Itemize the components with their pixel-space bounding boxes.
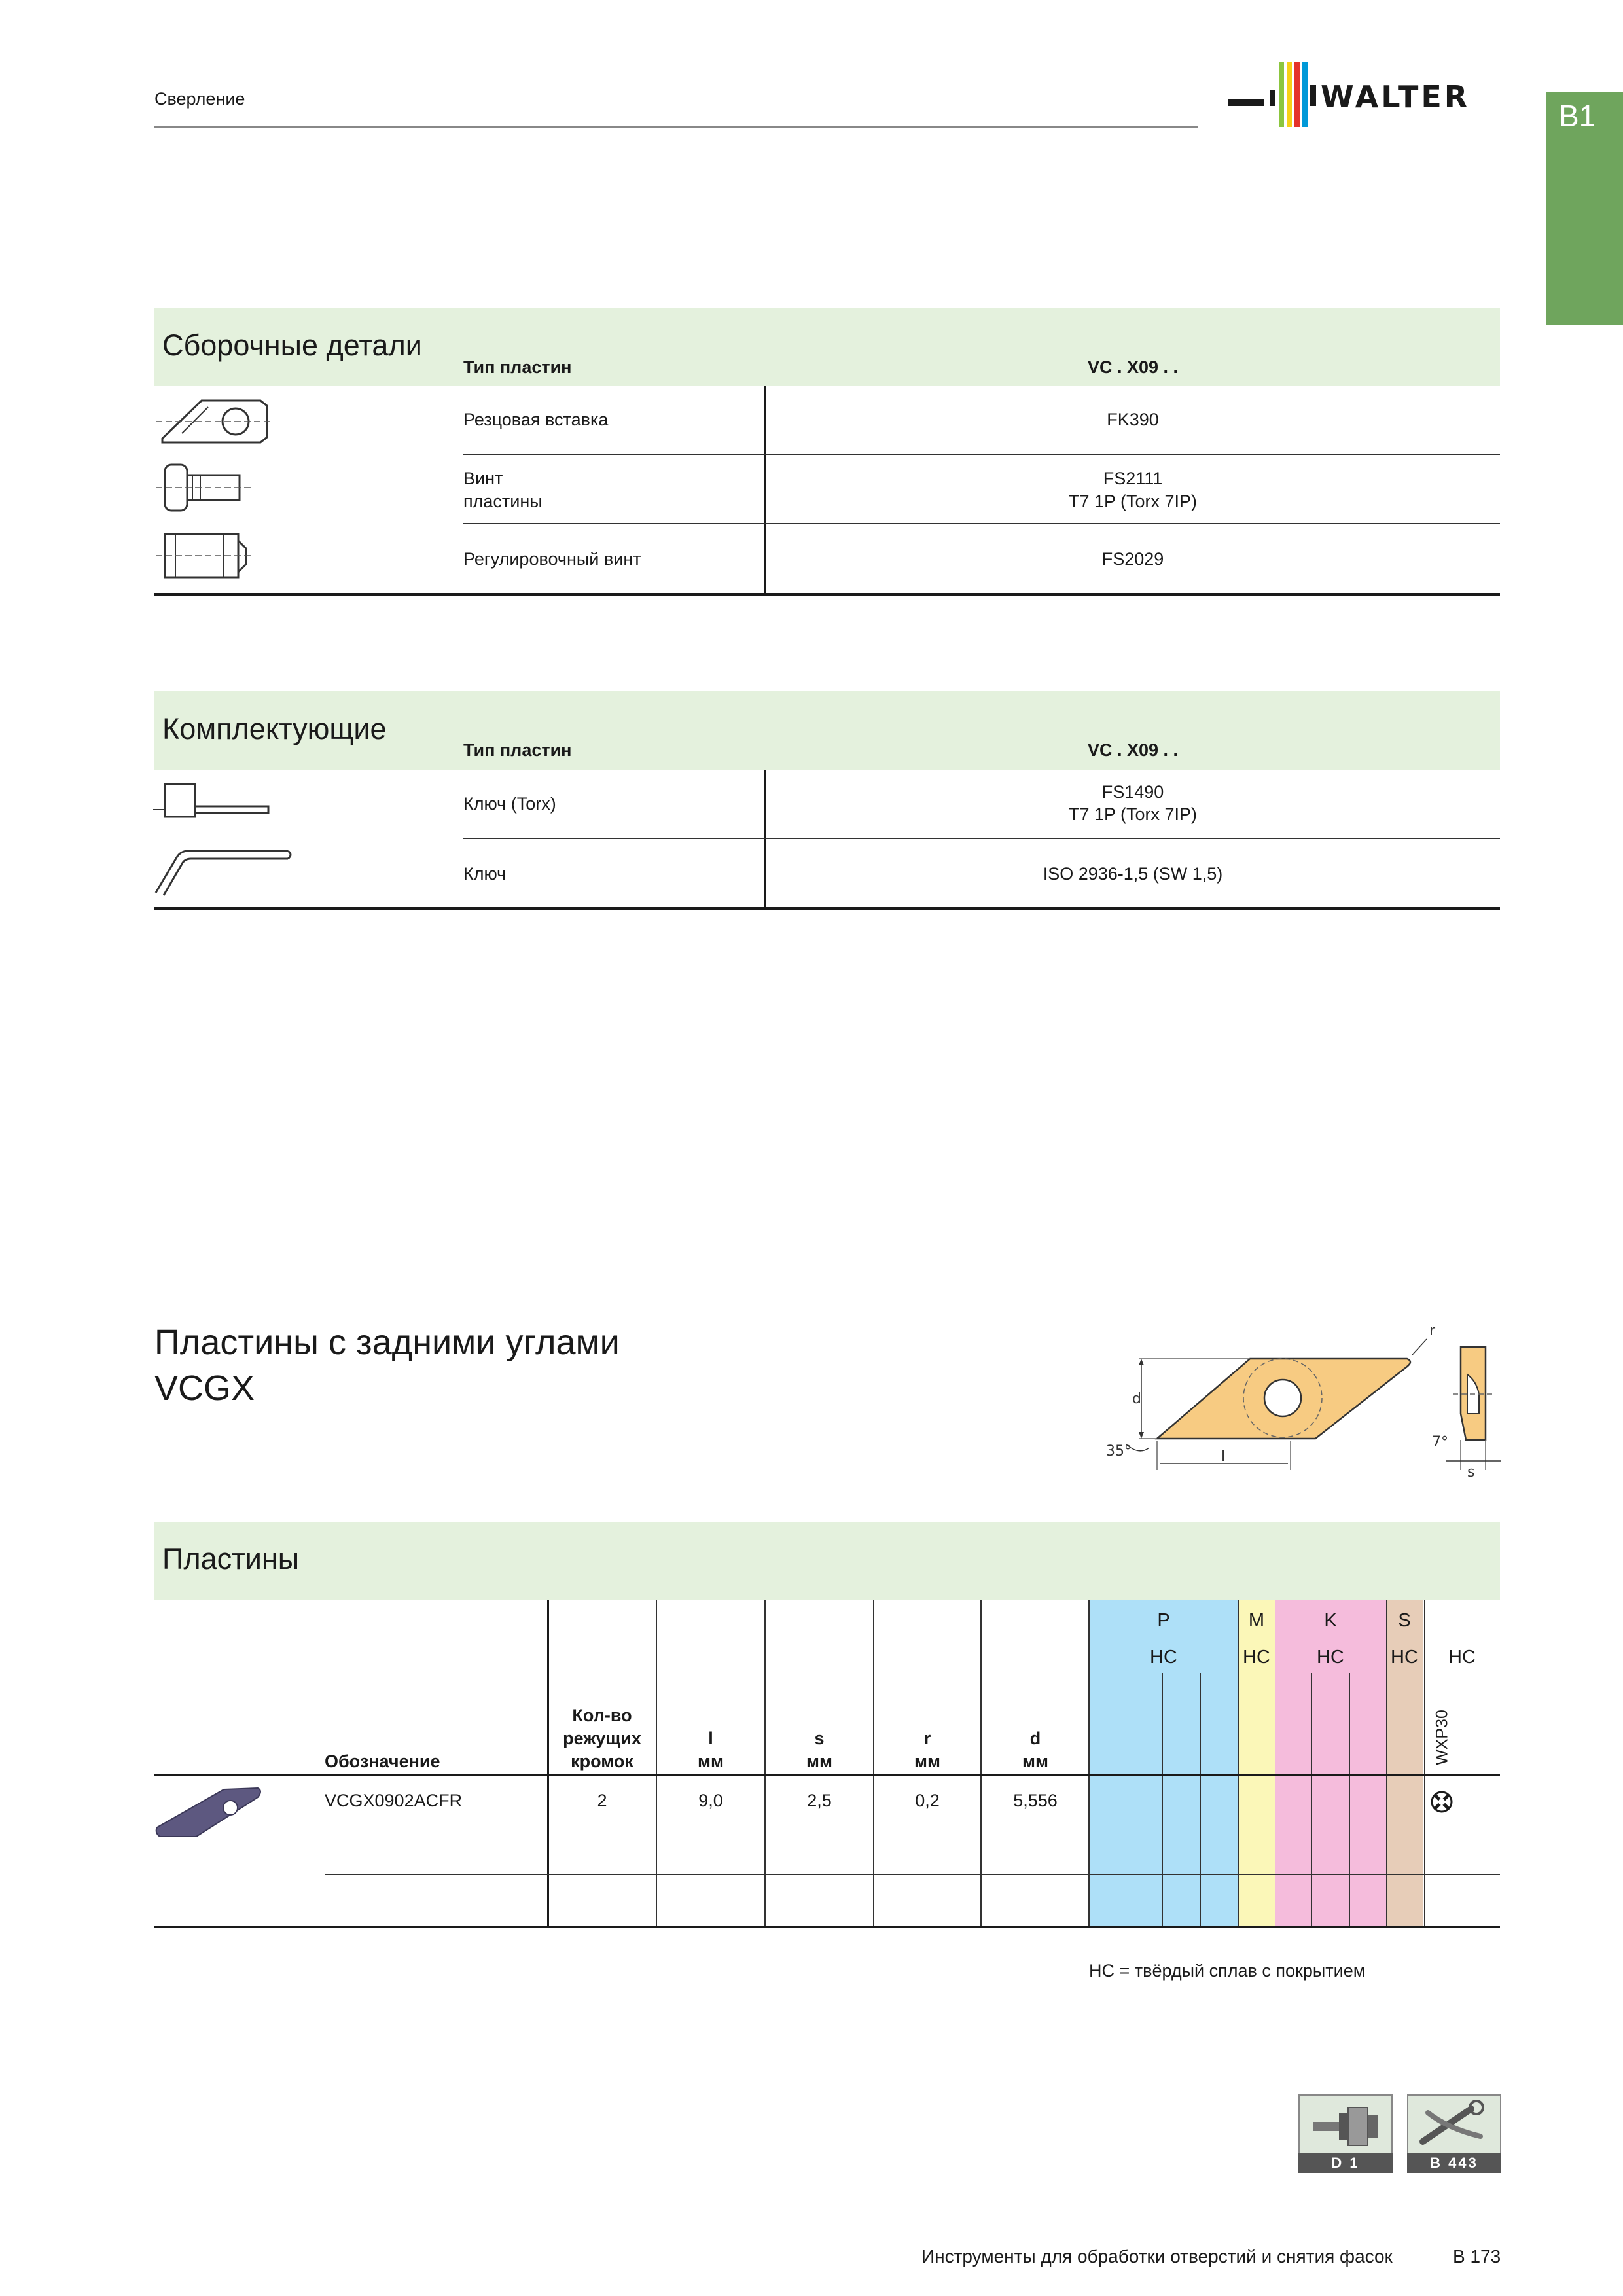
- spindle-icon: [1300, 2096, 1391, 2155]
- material-s-sub: HC: [1391, 1647, 1418, 1668]
- label-s: s: [1467, 1464, 1475, 1480]
- material-k-letter: K: [1324, 1610, 1337, 1631]
- insert-section-subtitle: VCGX: [154, 1369, 255, 1408]
- material-p-letter: P: [1157, 1610, 1170, 1631]
- label-35: 35°: [1106, 1443, 1132, 1460]
- material-k-sub: HC: [1317, 1647, 1344, 1668]
- inserts-title: Пластины: [162, 1542, 300, 1575]
- col-l-unit: мм: [698, 1751, 724, 1771]
- grade-divider: [1162, 1673, 1163, 1926]
- accessories-row-value: ISO 2936-1,5 (SW 1,5): [1043, 864, 1223, 884]
- reference-d1-label[interactable]: D 1: [1298, 2153, 1393, 2173]
- row-divider: [463, 523, 1500, 524]
- reference-b443-label[interactable]: B 443: [1407, 2153, 1501, 2173]
- row-divider: [463, 454, 1500, 455]
- col-edges-line1: Кол-во: [572, 1706, 632, 1725]
- label-7: 7°: [1432, 1434, 1448, 1450]
- col-d-unit: мм: [1022, 1751, 1048, 1771]
- col-edges-line3: кромок: [571, 1751, 633, 1771]
- grade-divider: [1349, 1673, 1350, 1926]
- insert-edges: 2: [597, 1791, 607, 1810]
- label-d: d: [1132, 1391, 1141, 1407]
- header-rule: [154, 126, 1198, 128]
- insert-screw-icon: [156, 462, 254, 518]
- insert-r: 0,2: [915, 1791, 940, 1810]
- accessories-row-value: FS1490: [1101, 782, 1164, 802]
- page-tab: [1546, 92, 1623, 325]
- accessories-bottom-rule: [154, 907, 1500, 910]
- assembly-row-value: FK390: [1107, 410, 1159, 429]
- accessories-row-label: Ключ (Torx): [463, 794, 556, 814]
- row-divider: [325, 1874, 1500, 1875]
- grade-divider: [1200, 1673, 1201, 1926]
- insert-s: 2,5: [807, 1791, 832, 1810]
- group-divider: [1386, 1600, 1387, 1926]
- material-s-letter: S: [1398, 1610, 1411, 1631]
- header-bottom-rule: [154, 1774, 1500, 1776]
- insert-designation: VCGX0902ACFR: [325, 1791, 463, 1810]
- page-number: B 173: [1453, 2246, 1501, 2267]
- insert-d: 5,556: [1013, 1791, 1058, 1810]
- row-divider: [463, 838, 1500, 839]
- grade-label: WXP30: [1433, 1710, 1452, 1765]
- material-m-sub: HC: [1243, 1647, 1270, 1668]
- grade-divider: [1311, 1673, 1312, 1926]
- col-r-unit: мм: [914, 1751, 940, 1771]
- col-l: l: [708, 1729, 713, 1748]
- material-m-letter: M: [1248, 1610, 1265, 1631]
- brand-text: WALTER: [1321, 79, 1471, 115]
- accessories-type-label: Тип пластин: [463, 740, 572, 760]
- assembly-row-label: Регулировочный винт: [463, 549, 641, 569]
- accessories-row-value-line2: T7 1P (Torx 7IP): [1068, 804, 1198, 824]
- accessories-title: Комплектующие: [162, 712, 387, 745]
- assembly-row-value: FS2029: [1101, 549, 1164, 569]
- adjusting-screw-icon: [156, 530, 254, 586]
- accessories-type-value: VC . X09 . .: [1087, 740, 1179, 760]
- label-l: l: [1221, 1448, 1226, 1465]
- insert-l: 9,0: [698, 1791, 723, 1810]
- assembly-row-value-line2: T7 1P (Torx 7IP): [1068, 492, 1198, 511]
- col-s: s: [814, 1729, 825, 1748]
- accessories-row-label: Ключ: [463, 864, 507, 884]
- tools-icon: [1408, 2096, 1500, 2155]
- assembly-title: Сборочные детали: [162, 329, 422, 362]
- cutting-insert-holder-icon: [156, 394, 274, 450]
- insert-photo: [153, 1782, 264, 1844]
- walter-logo: [1228, 62, 1503, 130]
- footer-text: Инструменты для обработки отверстий и снятия фасок: [921, 2246, 1393, 2267]
- torx-key-icon: [153, 780, 271, 829]
- page-tab-label: B1: [1559, 99, 1596, 133]
- grade-label-cell: [1424, 1702, 1461, 1774]
- assembly-row-value: FS2111: [1103, 469, 1163, 488]
- inserts-bottom-rule: [154, 1926, 1500, 1928]
- insert-section-title: Пластины с задними углами: [154, 1323, 620, 1362]
- material-p-sub: HC: [1150, 1647, 1177, 1668]
- inserts-header-band: [154, 1522, 1500, 1600]
- assembly-row-label: Винт: [463, 469, 503, 488]
- col-designation: Обозначение: [325, 1751, 440, 1771]
- legend-note: HC = твёрдый сплав с покрытием: [1089, 1961, 1366, 1981]
- assembly-bottom-rule: [154, 593, 1500, 596]
- col-s-unit: мм: [806, 1751, 832, 1771]
- col-r: r: [923, 1729, 931, 1748]
- reference-d1-box[interactable]: [1298, 2094, 1393, 2156]
- hex-key-icon: [151, 840, 294, 903]
- assembly-row-label: Резцовая вставка: [463, 410, 609, 429]
- reference-b443-box[interactable]: [1407, 2094, 1501, 2156]
- insert-geometry-diagram: [1099, 1316, 1505, 1480]
- assembly-type-label: Тип пластин: [463, 357, 572, 377]
- section-title: Сверление: [154, 89, 245, 109]
- label-r: r: [1429, 1323, 1436, 1339]
- col-d: d: [1029, 1729, 1041, 1748]
- assembly-row-label-line2: пластины: [463, 492, 543, 511]
- col-edges-line2: режущих: [563, 1729, 641, 1748]
- assembly-type-value: VC . X09 . .: [1087, 357, 1179, 377]
- material-hc-sub: HC: [1448, 1647, 1476, 1668]
- availability-icon: [1429, 1789, 1454, 1818]
- group-divider: [1238, 1600, 1239, 1926]
